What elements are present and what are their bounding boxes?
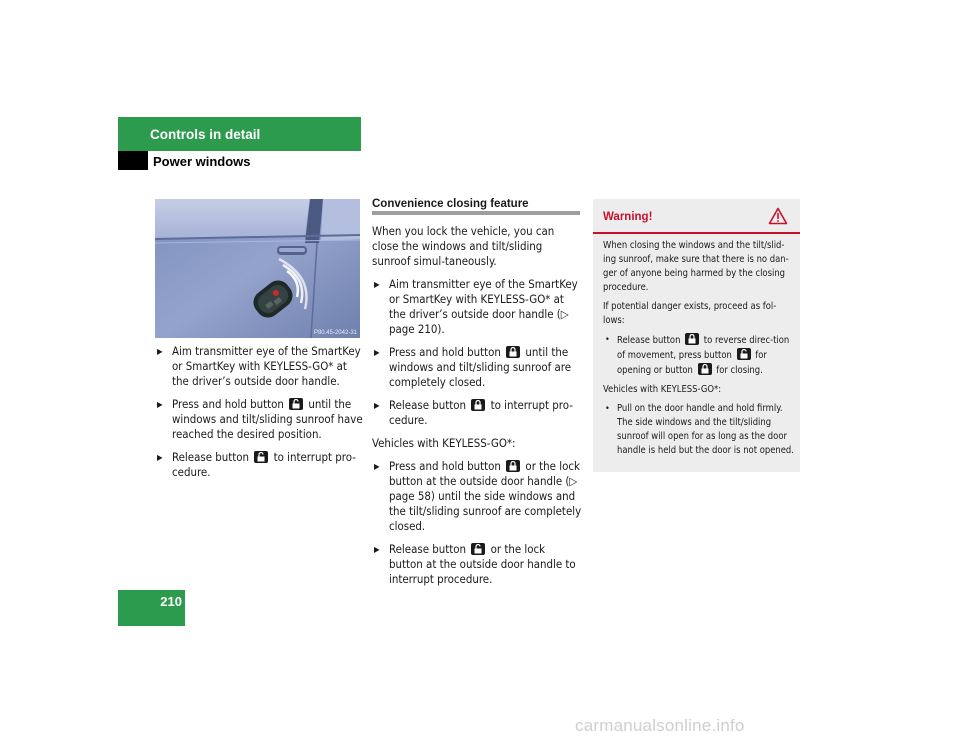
warning-body: [603, 239, 795, 463]
unlock-icon: [254, 451, 268, 463]
list-item: ▶ Aim transmitter eye of the SmartKey or SmartKey with KEYLESS-GO* at the driver’s outside door handle.: [157, 344, 361, 388]
lock-icon: [698, 363, 712, 375]
lock-icon: [506, 460, 520, 472]
arrow-bullet-icon: ▶: [374, 462, 380, 471]
warning-rule: [593, 232, 800, 234]
lock-icon: [685, 333, 699, 345]
arrow-bullet-icon: ▶: [374, 348, 380, 357]
middle-column: [372, 224, 582, 595]
arrow-bullet-icon: ▶: [157, 347, 163, 356]
section-heading: Convenience closing feature: [372, 198, 529, 210]
arrow-bullet-icon: ▶: [157, 400, 163, 409]
left-column: [155, 344, 363, 488]
list-item: ▶ Release button or the lock button at the outside door handle to interrupt procedure.: [374, 542, 576, 586]
list-item: ▶ Release button to interrupt pro-cedure.: [157, 450, 356, 479]
unlock-icon: [471, 543, 485, 555]
arrow-bullet-icon: ▶: [374, 545, 380, 554]
warning-subheading: Vehicles with KEYLESS-GO*:: [603, 384, 722, 395]
subsection-marker: [118, 151, 148, 170]
warning-title: Warning!: [603, 211, 653, 223]
intro-paragraph: When you lock the vehicle, you can close the windows and tilt/sliding sunroof simul-taneously.: [372, 224, 555, 268]
list-item: • Pull on the door handle and hold firmly. The side windows and the tilt/sliding sunroof will open for as long as the door handle is held but the door is not opened.: [605, 403, 794, 456]
unlock-icon: [289, 398, 303, 410]
photo-code: P80.45-2042-31: [313, 330, 357, 336]
arrow-bullet-icon: ▶: [374, 280, 380, 289]
warning-paragraph: If potential danger exists, proceed as fol-lows:: [603, 301, 777, 326]
warning-triangle-icon: [768, 207, 788, 225]
lock-icon: [471, 399, 485, 411]
heading-rule: [372, 211, 580, 215]
list-item: ▶ Press and hold button until the windows and tilt/sliding sunroof are completely closed.: [374, 345, 572, 389]
bullet-dot-icon: •: [605, 404, 610, 414]
door-illustration: [155, 199, 360, 338]
subsection-title: Power windows: [153, 154, 251, 169]
warning-box: [593, 199, 800, 472]
list-item: ▶ Aim transmitter eye of the SmartKey or SmartKey with KEYLESS-GO* at the driver’s outside door handle (▷ page 210).: [374, 277, 578, 336]
unlock-icon: [737, 348, 751, 360]
bullet-dot-icon: •: [605, 335, 610, 345]
smartkey-door-photo: [155, 199, 360, 338]
list-item: ▶ Release button to interrupt pro-cedure.: [374, 398, 573, 427]
arrow-bullet-icon: ▶: [157, 453, 163, 462]
page-number: 210: [160, 594, 182, 609]
arrow-bullet-icon: ▶: [374, 401, 380, 410]
section-title: Controls in detail: [150, 127, 261, 142]
list-item: ▶ Press and hold button or the lock button at the outside door handle (▷ page 58) until the side windows and the tilt/sliding sunroof are completely closed.: [374, 459, 582, 533]
list-item: • Release button to reverse direc-tion of movement, press button for opening or button for closing.: [605, 335, 790, 376]
lock-icon: [506, 346, 520, 358]
list-item: ▶ Press and hold button until the windows and tilt/sliding sunroof have reached the desired position.: [157, 397, 363, 441]
warning-paragraph: When closing the windows and the tilt/slid-ing sunroof, make sure that there is no dan-ger of anyone being harmed by the closing procedure.: [603, 240, 789, 293]
watermark: carmanualsonline.info: [575, 716, 745, 735]
subheading: Vehicles with KEYLESS-GO*:: [372, 436, 516, 450]
